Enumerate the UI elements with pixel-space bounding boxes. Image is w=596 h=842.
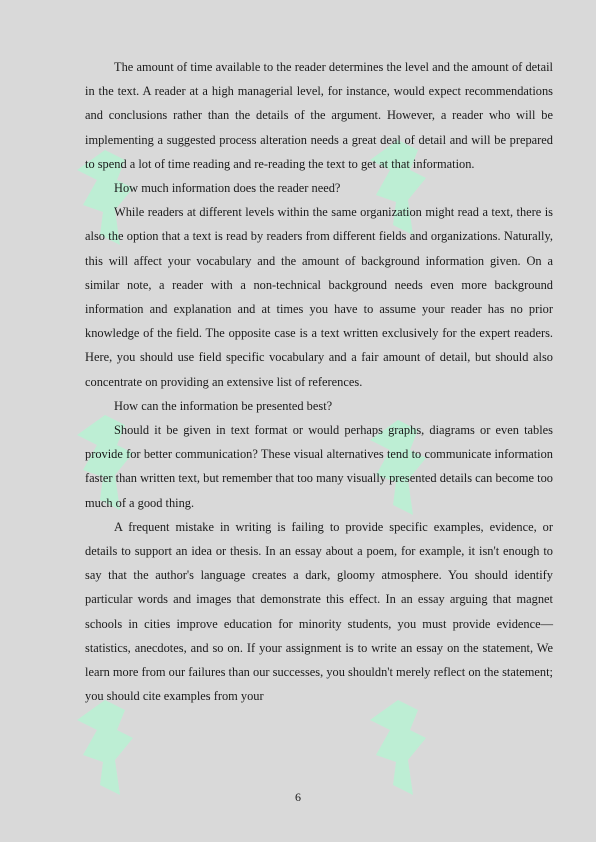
watermark-logo-icon: [368, 700, 428, 795]
body-text: [85, 55, 553, 708]
paragraph: How much information does the reader need?: [114, 181, 341, 196]
paragraph: Should it be given in text format or would perhaps graphs, diagrams or even tables provide for better communication? These visual alternatives tend to communicate information faster than written text, but remember that too many visually presented details can become too much of a good thing.: [85, 423, 553, 510]
paragraph: How can the information be presented best?: [114, 398, 333, 413]
paragraph: While readers at different levels within the same organization might read a text, there is also the option that a text is read by readers from different fields and organizations. Naturally, this will affect your vocabulary and the amount of background information given. On a similar note, a reader with a non-technical background needs even more background information and explanation and at times you have to assume your reader has no prior knowledge of the field. The opposite case is a text written exclusively for the expert readers. Here, you should use field specific vocabulary and a fair amount of detail, but should also concentrate on providing an extensive list of references.: [85, 205, 553, 389]
watermark-logo-icon: [75, 700, 135, 795]
page-number: 6: [295, 790, 301, 804]
paragraph: A frequent mistake in writing is failing to provide specific examples, evidence, or details to support an idea or thesis. In an essay about a poem, for example, it isn't enough to say that the author's language creates a dark, gloomy atmosphere. You should identify particular words and images that demonstrate this effect. In an essay arguing that magnet schools in cities improve education for minority students, you must provide evidence—statistics, anecdotes, and so on. If your assignment is to write an essay on the statement, We learn more from our failures than our successes, you shouldn't merely reflect on the statement; you should cite examples from your: [85, 519, 553, 704]
paragraph: The amount of time available to the reader determines the level and the amount of detail in the text. A reader at a high managerial level, for instance, would expect recommendations and conclusions rather than the details of the argument. However, a reader who will be implementing a suggested process alteration needs a great deal of detail and will be prepared to spend a lot of time reading and re-reading the text to get at that information.: [85, 60, 553, 171]
